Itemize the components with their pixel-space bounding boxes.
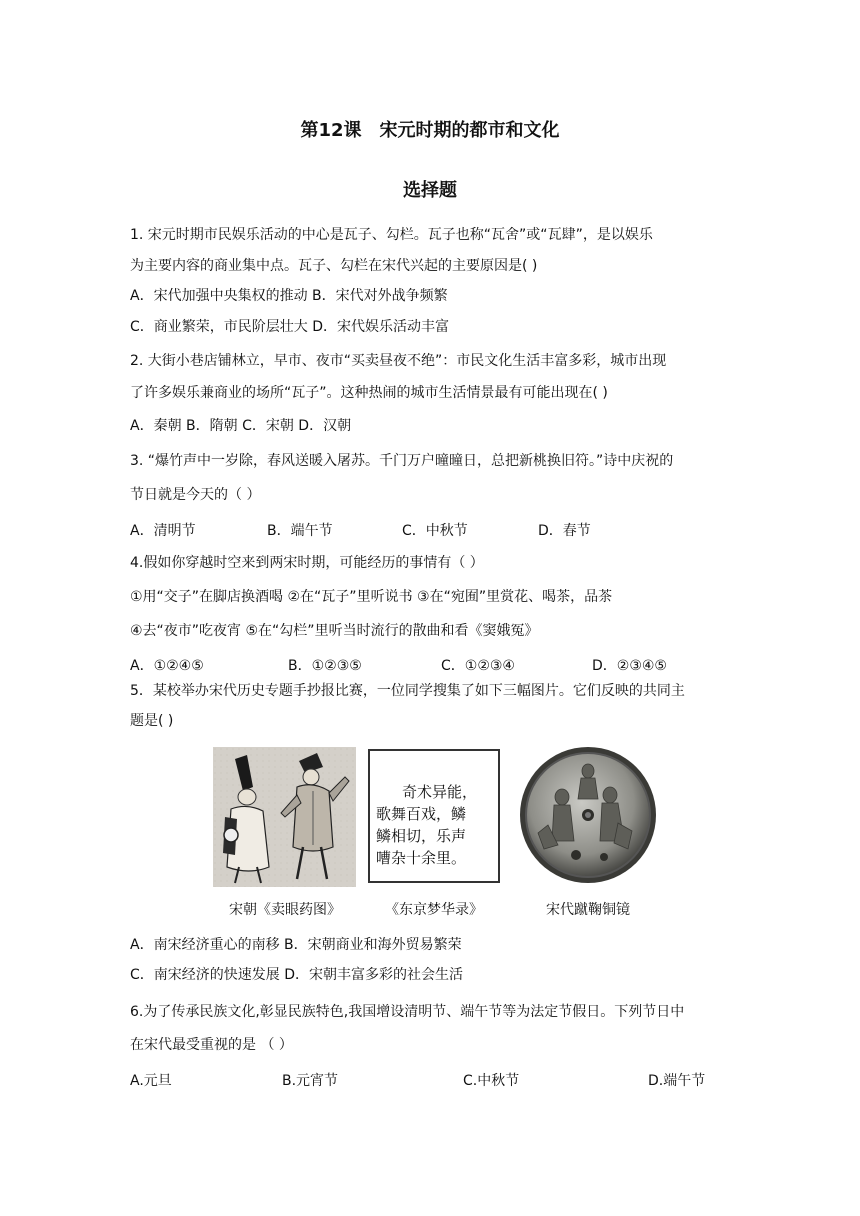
q4-stem-line3: ④去“夜市”吃夜宵 ⑤在“勾栏”里听当时流行的散曲和看《窦娥冤》 (130, 623, 539, 639)
q5-stem-line1: 5．某校举办宋代历史专题手抄报比赛，一位同学搜集了如下三幅图片。它们反映的共同主 (130, 683, 685, 699)
q4-option-d: D．②③④⑤ (592, 658, 667, 674)
q1-stem-line2: 为主要内容的商业集中点。瓦子、勾栏在宋代兴起的主要原因是( ) (130, 258, 538, 274)
excerpt-line1: 奇术异能， (402, 783, 478, 801)
q6-stem-line2: 在宋代最受重视的是 （ ） (130, 1037, 293, 1053)
q5-options-cd: C．南宋经济的快速发展 D．宋朝丰富多彩的社会生活 (130, 967, 464, 983)
excerpt-line3: 鳞相切，乐声 (376, 827, 467, 845)
q4-option-b: B．①②③⑤ (288, 658, 362, 674)
cuju-bronze-mirror-image (518, 745, 658, 885)
caption-eye-medicine-painting: 宋朝《卖眼药图》 (229, 902, 341, 918)
q6-option-a: A.元旦 (130, 1073, 172, 1089)
eye-medicine-painting-image (213, 747, 356, 887)
q2-stem-line1: 2. 大街小巷店铺林立，早市、夜市“买卖昼夜不绝”：市民文化生活丰富多彩，城市出现 (130, 353, 667, 369)
q6-option-b: B.元宵节 (282, 1073, 339, 1089)
q3-option-a: A．清明节 (130, 523, 196, 539)
q5-stem-line2: 题是( ) (130, 713, 174, 729)
caption-dongjing-menghua-lu: 《东京梦华录》 (385, 902, 483, 918)
q2-options: A．秦朝 B．隋朝 C．宋朝 D．汉朝 (130, 418, 352, 434)
caption-cuju-bronze-mirror: 宋代蹴鞠铜镜 (546, 902, 630, 918)
painting-figures-icon (213, 747, 356, 887)
q3-option-b: B．端午节 (267, 523, 333, 539)
q4-stem-line2: ①用“交子”在脚店换酒喝 ②在“瓦子”里听说书 ③在“宛囿”里赏花、喝茶，品茶 (130, 589, 613, 605)
q4-stem-line1: 4.假如你穿越时空来到两宋时期，可能经历的事情有（ ） (130, 555, 484, 571)
q2-stem-line2: 了许多娱乐兼商业的场所“瓦子”。这种热闹的城市生活情景最有可能出现在( ) (130, 385, 608, 401)
excerpt-line2: 歌舞百戏，鳞 (376, 805, 467, 823)
q1-options-ab: A．宋代加强中央集权的推动 B．宋代对外战争频繁 (130, 288, 448, 304)
dongjing-menghua-lu-excerpt (368, 749, 500, 883)
q3-stem-line1: 3. “爆竹声中一岁除，春风送暖入屠苏。千门万户曈曈日，总把新桃换旧符。”诗中庆祝的 (130, 453, 674, 469)
q3-option-d: D．春节 (538, 523, 591, 539)
q3-option-c: C．中秋节 (402, 523, 468, 539)
q4-option-a: A．①②④⑤ (130, 658, 204, 674)
q6-stem-line1: 6.为了传承民族文化,彰显民族特色,我国增设清明节、端午节等为法定节假日。下列节日中 (130, 1004, 685, 1020)
q1-stem-line1: 1. 宋元时期市民娱乐活动的中心是瓦子、勾栏。瓦子也称“瓦舍”或“瓦肆”，是以娱乐 (130, 227, 653, 243)
q4-option-c: C．①②③④ (441, 658, 515, 674)
bronze-mirror-icon (518, 745, 658, 885)
q5-options-ab: A．南宋经济重心的南移 B．宋朝商业和海外贸易繁荣 (130, 937, 462, 953)
q6-option-d: D.端午节 (648, 1073, 706, 1089)
lesson-title: 第12课 宋元时期的都市和文化 (300, 120, 560, 141)
q3-stem-line2: 节日就是今天的（ ） (130, 487, 261, 503)
q6-option-c: C.中秋节 (463, 1073, 520, 1089)
section-title: 选择题 (403, 180, 457, 201)
q1-options-cd: C．商业繁荣，市民阶层壮大 D．宋代娱乐活动丰富 (130, 319, 450, 335)
excerpt-line4: 嘈杂十余里。 (376, 849, 467, 867)
